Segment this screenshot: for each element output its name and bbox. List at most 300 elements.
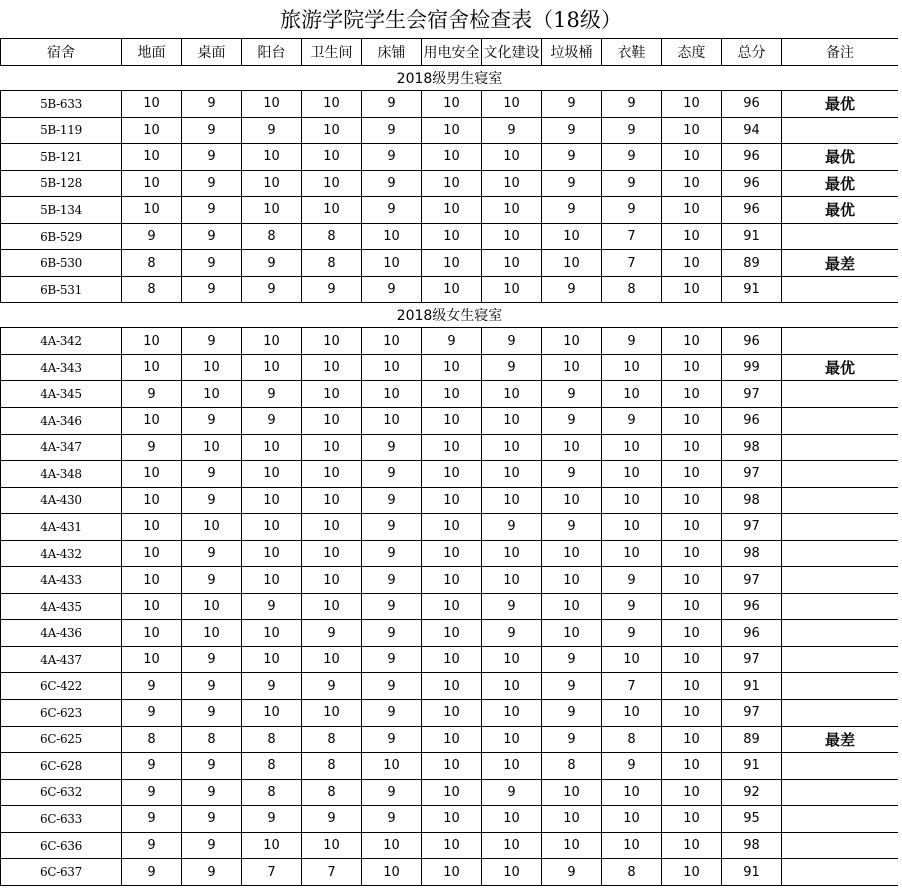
- score-cell: 9: [362, 593, 422, 620]
- score-cell: 10: [242, 354, 302, 381]
- note-cell: [782, 779, 899, 806]
- score-cell: 10: [662, 223, 722, 250]
- score-cell: 9: [182, 753, 242, 780]
- score-cell: 10: [482, 170, 542, 197]
- score-cell: 10: [122, 117, 182, 144]
- score-cell: 10: [422, 144, 482, 171]
- room-cell: 4A-432: [1, 540, 122, 567]
- score-cell: 10: [482, 540, 542, 567]
- score-cell: 10: [542, 354, 602, 381]
- score-cell: 9: [182, 117, 242, 144]
- total-cell: 97: [722, 381, 782, 408]
- score-cell: 10: [362, 328, 422, 355]
- score-cell: 10: [122, 328, 182, 355]
- note-cell: [782, 328, 899, 355]
- score-cell: 10: [422, 408, 482, 435]
- sheet-edge: [898, 38, 902, 892]
- score-cell: 10: [482, 91, 542, 118]
- score-cell: 9: [302, 806, 362, 833]
- room-cell: 6B-531: [1, 276, 122, 303]
- score-cell: 8: [542, 753, 602, 780]
- score-cell: 10: [242, 567, 302, 594]
- score-cell: 10: [602, 832, 662, 859]
- note-cell: [782, 461, 899, 488]
- total-cell: 92: [722, 779, 782, 806]
- section-row: [1, 303, 899, 328]
- total-cell: 96: [722, 197, 782, 224]
- score-cell: 9: [542, 673, 602, 700]
- score-cell: 10: [122, 514, 182, 541]
- score-cell: 8: [302, 726, 362, 753]
- score-cell: 9: [362, 806, 422, 833]
- room-cell: 4A-433: [1, 567, 122, 594]
- score-cell: 7: [242, 859, 302, 886]
- total-cell: 98: [722, 540, 782, 567]
- score-cell: 9: [482, 620, 542, 647]
- table-row: [1, 646, 899, 673]
- score-cell: 9: [362, 197, 422, 224]
- score-cell: 10: [482, 753, 542, 780]
- score-cell: 10: [302, 381, 362, 408]
- score-cell: 9: [482, 354, 542, 381]
- total-cell: 95: [722, 806, 782, 833]
- score-cell: 10: [182, 514, 242, 541]
- score-cell: 10: [482, 726, 542, 753]
- room-cell: 6C-633: [1, 806, 122, 833]
- score-cell: 10: [542, 250, 602, 277]
- score-cell: 8: [122, 726, 182, 753]
- score-cell: 9: [182, 646, 242, 673]
- score-cell: 10: [242, 540, 302, 567]
- column-header: 衣鞋: [602, 39, 662, 66]
- score-cell: 10: [602, 461, 662, 488]
- score-cell: 9: [362, 646, 422, 673]
- score-cell: 9: [302, 673, 362, 700]
- score-cell: 10: [362, 250, 422, 277]
- score-cell: 9: [542, 117, 602, 144]
- score-cell: 10: [242, 620, 302, 647]
- score-cell: 9: [602, 593, 662, 620]
- score-cell: 10: [422, 197, 482, 224]
- score-cell: 10: [662, 567, 722, 594]
- score-cell: 9: [122, 779, 182, 806]
- room-cell: 6C-625: [1, 726, 122, 753]
- score-cell: 10: [422, 117, 482, 144]
- room-cell: 4A-435: [1, 593, 122, 620]
- room-cell: 4A-348: [1, 461, 122, 488]
- column-header: 桌面: [182, 39, 242, 66]
- score-cell: 10: [662, 250, 722, 277]
- score-cell: 8: [602, 859, 662, 886]
- score-cell: 10: [422, 779, 482, 806]
- score-cell: 10: [542, 487, 602, 514]
- score-cell: 9: [122, 859, 182, 886]
- score-cell: 10: [482, 859, 542, 886]
- score-cell: 10: [242, 514, 302, 541]
- room-cell: 5B-119: [1, 117, 122, 144]
- score-cell: 10: [242, 700, 302, 727]
- score-cell: 10: [662, 91, 722, 118]
- note-cell: [782, 381, 899, 408]
- table-row: [1, 91, 899, 118]
- score-cell: 10: [242, 197, 302, 224]
- table-row: [1, 859, 899, 886]
- score-cell: 9: [362, 91, 422, 118]
- total-cell: 97: [722, 646, 782, 673]
- score-cell: 10: [302, 328, 362, 355]
- score-cell: 10: [422, 700, 482, 727]
- note-cell: 最优: [782, 91, 899, 118]
- score-cell: 10: [122, 408, 182, 435]
- table-row: [1, 487, 899, 514]
- score-cell: 10: [662, 328, 722, 355]
- score-cell: 10: [302, 832, 362, 859]
- column-header: 阳台: [242, 39, 302, 66]
- score-cell: 10: [422, 276, 482, 303]
- score-cell: 10: [662, 593, 722, 620]
- table-row: [1, 673, 899, 700]
- score-cell: 10: [422, 806, 482, 833]
- score-cell: 8: [122, 276, 182, 303]
- score-cell: 10: [482, 276, 542, 303]
- score-cell: 10: [662, 806, 722, 833]
- score-cell: 10: [122, 593, 182, 620]
- table-row: [1, 250, 899, 277]
- score-cell: 10: [422, 673, 482, 700]
- score-cell: 9: [182, 328, 242, 355]
- note-cell: [782, 620, 899, 647]
- score-cell: 9: [182, 250, 242, 277]
- score-cell: 10: [482, 673, 542, 700]
- section-row: [1, 66, 899, 91]
- table-row: [1, 461, 899, 488]
- score-cell: 10: [482, 646, 542, 673]
- score-cell: 10: [542, 434, 602, 461]
- score-cell: 10: [122, 646, 182, 673]
- score-cell: 10: [542, 620, 602, 647]
- score-cell: 10: [542, 593, 602, 620]
- table-row: [1, 779, 899, 806]
- score-cell: 10: [482, 197, 542, 224]
- score-cell: 9: [542, 646, 602, 673]
- score-cell: 9: [122, 434, 182, 461]
- score-cell: 9: [602, 197, 662, 224]
- score-cell: 10: [662, 620, 722, 647]
- score-cell: 10: [662, 354, 722, 381]
- note-cell: [782, 646, 899, 673]
- room-cell: 5B-134: [1, 197, 122, 224]
- score-cell: 9: [242, 673, 302, 700]
- room-cell: 6B-529: [1, 223, 122, 250]
- table-row: [1, 700, 899, 727]
- score-cell: 10: [482, 250, 542, 277]
- score-cell: 9: [302, 620, 362, 647]
- room-cell: 5B-128: [1, 170, 122, 197]
- score-cell: 9: [122, 381, 182, 408]
- table-row: [1, 223, 899, 250]
- table-row: [1, 381, 899, 408]
- score-cell: 7: [602, 673, 662, 700]
- score-cell: 10: [122, 91, 182, 118]
- score-cell: 10: [182, 434, 242, 461]
- score-cell: 10: [542, 540, 602, 567]
- score-cell: 9: [542, 461, 602, 488]
- score-cell: 9: [182, 540, 242, 567]
- column-header: 用电安全: [422, 39, 482, 66]
- table-row: [1, 806, 899, 833]
- score-cell: 7: [602, 250, 662, 277]
- table-row: [1, 726, 899, 753]
- score-cell: 9: [182, 223, 242, 250]
- total-cell: 97: [722, 461, 782, 488]
- score-cell: 10: [182, 354, 242, 381]
- table-row: [1, 144, 899, 171]
- score-cell: 8: [242, 223, 302, 250]
- score-cell: 10: [422, 461, 482, 488]
- header-row: [1, 39, 899, 66]
- score-cell: 9: [362, 514, 422, 541]
- score-cell: 9: [542, 381, 602, 408]
- score-cell: 10: [362, 223, 422, 250]
- table-row: [1, 832, 899, 859]
- column-header: 备注: [782, 39, 899, 66]
- score-cell: 10: [542, 779, 602, 806]
- score-cell: 9: [362, 700, 422, 727]
- total-cell: 94: [722, 117, 782, 144]
- score-cell: 9: [542, 91, 602, 118]
- score-cell: 9: [542, 859, 602, 886]
- score-cell: 9: [182, 700, 242, 727]
- table-row: [1, 117, 899, 144]
- score-cell: 9: [182, 567, 242, 594]
- score-cell: 9: [362, 673, 422, 700]
- score-cell: 9: [362, 144, 422, 171]
- score-cell: 10: [662, 832, 722, 859]
- score-cell: 9: [122, 753, 182, 780]
- score-cell: 10: [122, 540, 182, 567]
- score-cell: 10: [602, 487, 662, 514]
- total-cell: 96: [722, 328, 782, 355]
- table-row: [1, 170, 899, 197]
- score-cell: 10: [302, 91, 362, 118]
- note-cell: [782, 753, 899, 780]
- score-cell: 8: [302, 779, 362, 806]
- note-cell: [782, 806, 899, 833]
- score-cell: 10: [302, 646, 362, 673]
- score-cell: 10: [182, 381, 242, 408]
- score-cell: 10: [542, 806, 602, 833]
- total-cell: 91: [722, 276, 782, 303]
- score-cell: 10: [482, 223, 542, 250]
- room-cell: 6C-632: [1, 779, 122, 806]
- column-header: 垃圾桶: [542, 39, 602, 66]
- note-cell: [782, 434, 899, 461]
- score-cell: 10: [542, 567, 602, 594]
- score-cell: 9: [122, 832, 182, 859]
- score-cell: 10: [422, 540, 482, 567]
- score-cell: 9: [602, 408, 662, 435]
- score-cell: 10: [602, 434, 662, 461]
- total-cell: 98: [722, 434, 782, 461]
- score-cell: 10: [662, 779, 722, 806]
- total-cell: 96: [722, 593, 782, 620]
- note-cell: [782, 223, 899, 250]
- score-cell: 10: [662, 514, 722, 541]
- score-cell: 10: [242, 328, 302, 355]
- score-cell: 10: [422, 487, 482, 514]
- table-row: [1, 567, 899, 594]
- column-header: 总分: [722, 39, 782, 66]
- score-cell: 10: [122, 170, 182, 197]
- score-cell: 10: [122, 567, 182, 594]
- score-cell: 9: [122, 700, 182, 727]
- score-cell: 9: [242, 593, 302, 620]
- score-cell: 10: [422, 354, 482, 381]
- total-cell: 98: [722, 487, 782, 514]
- score-cell: 10: [482, 434, 542, 461]
- column-header: 文化建设: [482, 39, 542, 66]
- score-cell: 9: [122, 223, 182, 250]
- room-cell: 6C-623: [1, 700, 122, 727]
- score-cell: 10: [122, 620, 182, 647]
- score-cell: 10: [422, 832, 482, 859]
- score-cell: 9: [242, 276, 302, 303]
- score-cell: 10: [242, 461, 302, 488]
- score-cell: 10: [662, 170, 722, 197]
- score-cell: 8: [302, 753, 362, 780]
- score-cell: 10: [602, 540, 662, 567]
- table-row: [1, 620, 899, 647]
- room-cell: 4A-345: [1, 381, 122, 408]
- score-cell: 10: [182, 620, 242, 647]
- score-cell: 9: [242, 381, 302, 408]
- score-cell: 10: [482, 487, 542, 514]
- score-cell: 10: [422, 514, 482, 541]
- score-cell: 8: [242, 779, 302, 806]
- score-cell: 9: [542, 276, 602, 303]
- total-cell: 97: [722, 514, 782, 541]
- room-cell: 4A-436: [1, 620, 122, 647]
- score-cell: 9: [182, 197, 242, 224]
- score-cell: 10: [662, 434, 722, 461]
- score-cell: 9: [362, 779, 422, 806]
- note-cell: [782, 408, 899, 435]
- score-cell: 10: [602, 806, 662, 833]
- score-cell: 10: [662, 726, 722, 753]
- score-cell: 10: [302, 593, 362, 620]
- note-cell: [782, 673, 899, 700]
- score-cell: 10: [662, 540, 722, 567]
- score-cell: 9: [362, 567, 422, 594]
- note-cell: [782, 540, 899, 567]
- score-cell: 10: [182, 593, 242, 620]
- score-cell: 9: [602, 170, 662, 197]
- note-cell: 最差: [782, 250, 899, 277]
- score-cell: 9: [542, 700, 602, 727]
- score-cell: 10: [662, 753, 722, 780]
- score-cell: 9: [602, 328, 662, 355]
- score-cell: 10: [242, 487, 302, 514]
- score-cell: 10: [662, 144, 722, 171]
- score-cell: 9: [362, 434, 422, 461]
- score-cell: 9: [182, 859, 242, 886]
- score-cell: 10: [422, 434, 482, 461]
- table-row: [1, 354, 899, 381]
- score-cell: 9: [362, 726, 422, 753]
- total-cell: 91: [722, 753, 782, 780]
- table-row: [1, 328, 899, 355]
- score-cell: 9: [362, 461, 422, 488]
- score-cell: 10: [362, 832, 422, 859]
- room-cell: 4A-346: [1, 408, 122, 435]
- room-cell: 6C-422: [1, 673, 122, 700]
- room-cell: 5B-633: [1, 91, 122, 118]
- score-cell: 10: [662, 408, 722, 435]
- score-cell: 9: [482, 328, 542, 355]
- score-cell: 9: [242, 806, 302, 833]
- score-cell: 9: [302, 276, 362, 303]
- score-cell: 9: [542, 408, 602, 435]
- score-cell: 9: [542, 726, 602, 753]
- note-cell: [782, 117, 899, 144]
- note-cell: [782, 859, 899, 886]
- score-cell: 10: [302, 354, 362, 381]
- score-cell: 10: [422, 250, 482, 277]
- room-cell: 4A-342: [1, 328, 122, 355]
- note-cell: 最优: [782, 354, 899, 381]
- score-cell: 10: [602, 779, 662, 806]
- score-cell: 10: [362, 354, 422, 381]
- note-cell: 最差: [782, 726, 899, 753]
- table-row: [1, 408, 899, 435]
- score-cell: 10: [122, 197, 182, 224]
- total-cell: 91: [722, 673, 782, 700]
- score-cell: 8: [242, 726, 302, 753]
- score-cell: 10: [542, 328, 602, 355]
- score-cell: 10: [242, 832, 302, 859]
- score-cell: 10: [302, 567, 362, 594]
- note-cell: 最优: [782, 197, 899, 224]
- score-cell: 8: [122, 250, 182, 277]
- score-cell: 9: [482, 117, 542, 144]
- room-cell: 4A-347: [1, 434, 122, 461]
- score-cell: 10: [422, 567, 482, 594]
- score-cell: 9: [182, 276, 242, 303]
- score-cell: 10: [482, 408, 542, 435]
- room-cell: 6C-637: [1, 859, 122, 886]
- score-cell: 10: [302, 144, 362, 171]
- score-cell: 8: [602, 726, 662, 753]
- score-cell: 8: [182, 726, 242, 753]
- score-cell: 10: [362, 381, 422, 408]
- room-cell: 6C-628: [1, 753, 122, 780]
- score-cell: 10: [122, 461, 182, 488]
- total-cell: 96: [722, 170, 782, 197]
- score-cell: 10: [662, 487, 722, 514]
- note-cell: [782, 276, 899, 303]
- score-cell: 10: [362, 408, 422, 435]
- table-row: [1, 753, 899, 780]
- note-cell: [782, 514, 899, 541]
- room-cell: 6B-530: [1, 250, 122, 277]
- score-cell: 9: [602, 753, 662, 780]
- score-cell: 10: [422, 753, 482, 780]
- score-cell: 10: [482, 567, 542, 594]
- score-cell: 9: [542, 170, 602, 197]
- score-cell: 9: [362, 170, 422, 197]
- score-cell: 10: [542, 223, 602, 250]
- score-cell: 8: [302, 223, 362, 250]
